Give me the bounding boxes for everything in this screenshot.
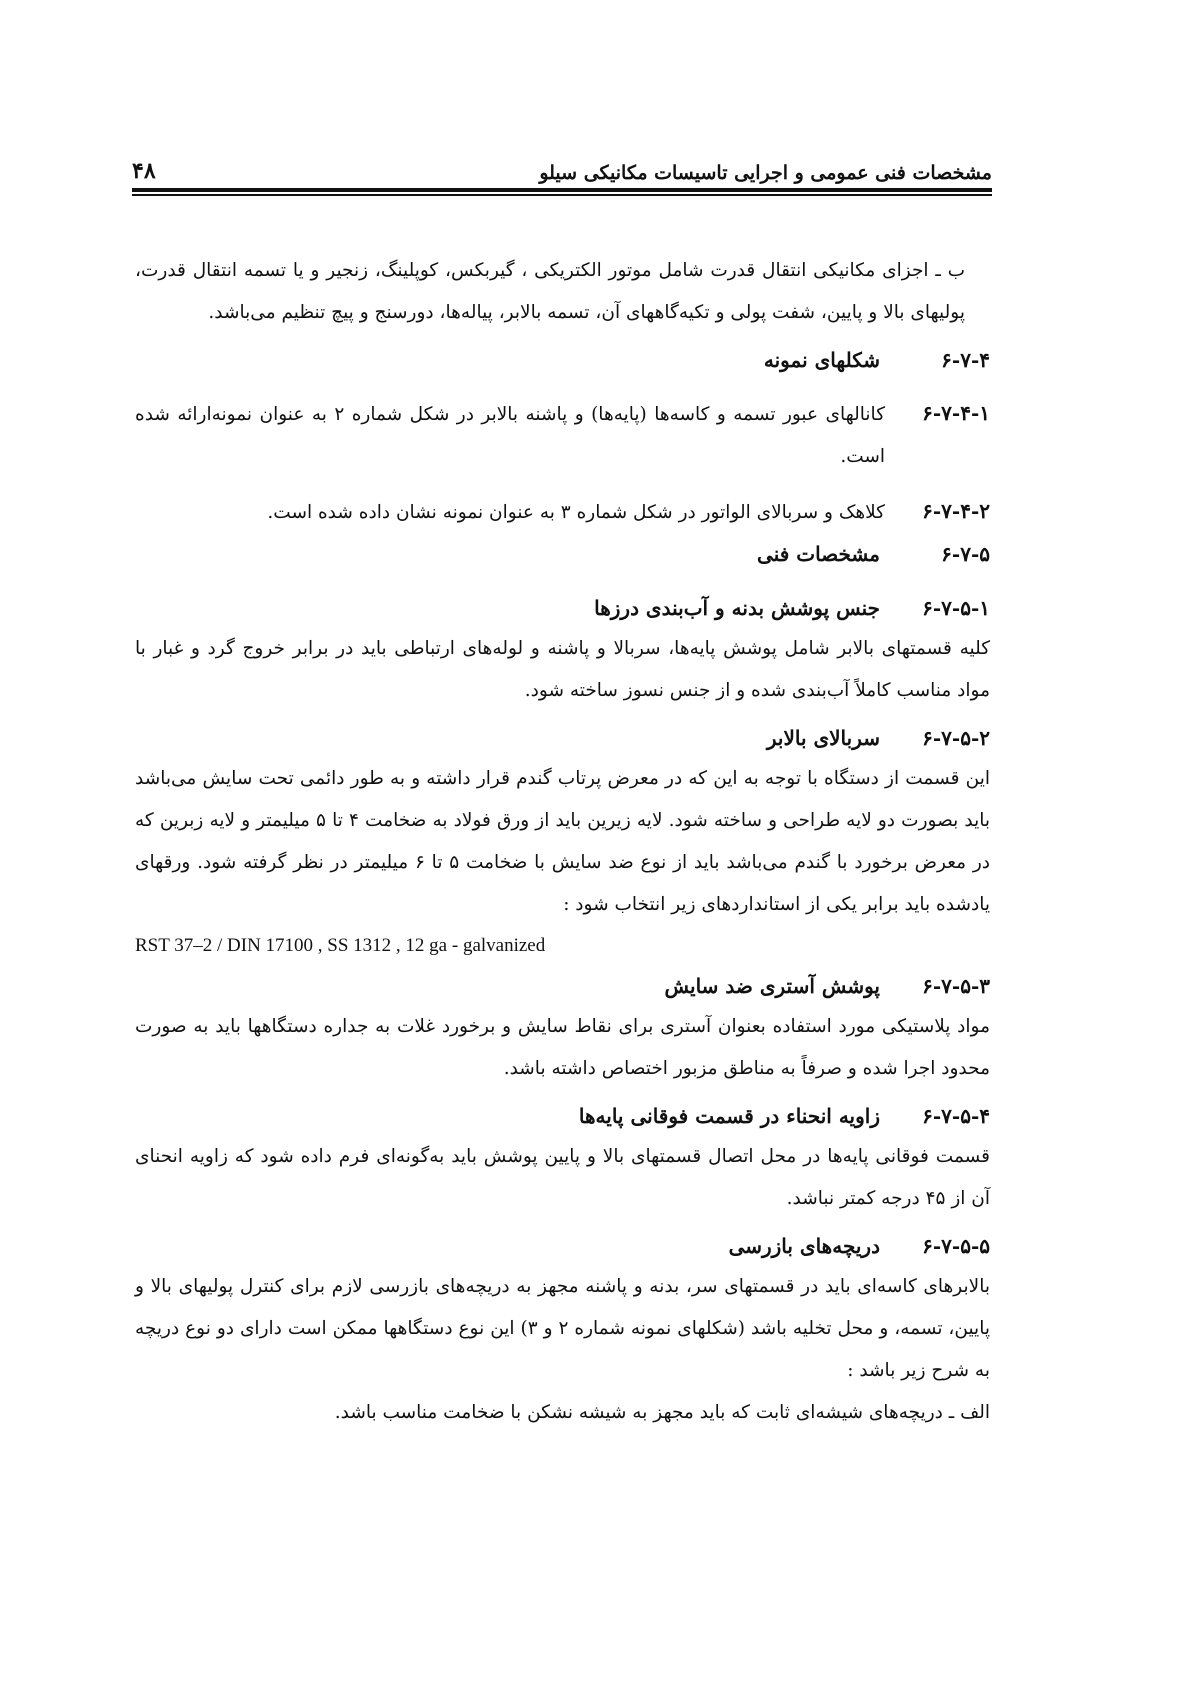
section-title: زاویه انحناء در قسمت فوقانی پایه‌ها	[578, 1104, 880, 1128]
page-header	[132, 148, 992, 196]
section-number: ۶-۷-۴-۱	[922, 401, 990, 425]
page-body	[135, 250, 990, 1434]
section-heading-6-7-4	[135, 340, 990, 380]
section-heading-6-7-5-3	[135, 966, 990, 1006]
section-number: ۶-۷-۵-۵	[922, 1234, 990, 1258]
section-number: ۶-۷-۵-۳	[922, 974, 990, 998]
running-title: مشخصات فنی عمومی و اجرایی تاسیسات مکانیکی سیلو	[539, 162, 992, 184]
section-title: جنس پوشش بدنه و آب‌بندی درزها	[594, 596, 880, 620]
section-title: دریچه‌های بازرسی	[728, 1234, 880, 1258]
section-title: پوشش آستری ضد سایش	[664, 974, 880, 998]
section-text: کانالهای عبور تسمه و کاسه‌ها (پایه‌ها) و پاشنه بالابر در شکل شماره ۲ به عنوان نمونه‌ارائه شده است.	[135, 404, 885, 467]
standards-list: RST 37–2 / DIN 17100 , SS 1312 , 12 ga - galvanized	[135, 935, 546, 956]
section-number: ۶-۷-۵	[941, 542, 990, 566]
section-number: ۶-۷-۵-۱	[922, 596, 990, 620]
section-number: ۶-۷-۵-۴	[922, 1104, 990, 1128]
header-rule-thin	[132, 194, 992, 196]
section-heading-6-7-5-1	[135, 588, 990, 628]
section-number: ۶-۷-۴-۲	[922, 499, 990, 523]
paragraph-item-b: ب ـ اجزای مکانیکی انتقال قدرت شامل موتور الکتریکی ، گیربکس، کوپلینگ، زنجیر و یا تسمه انتقال قدرت، پولیهای بالا و پایین، شفت پولی و تکیه‌گاههای آن، تسمه بالابر، پیاله‌ها، دورسنج و پیچ تنظیم می‌باشد.	[135, 260, 965, 323]
section-number: ۶-۷-۵-۲	[922, 726, 990, 750]
section-heading-6-7-5-5	[135, 1226, 990, 1266]
section-heading-6-7-5-2	[135, 718, 990, 758]
section-title: مشخصات فنی	[757, 542, 880, 566]
section-text: کلاهک و سربالای الواتور در شکل شماره ۳ به عنوان نمونه نشان داده شده است.	[267, 502, 885, 523]
section-text-6-7-5-2: این قسمت از دستگاه با توجه به این که در معرض پرتاب گندم قرار داشته و به طور دائمی تحت سایش می‌باشد باید بصورت دو لایه طراحی و ساخته شود. لایه زیرین باید از ورق فولاد به ضخامت ۴ تا ۵ میلیمتر و لایه زبرین که در معرض برخورد با گندم می‌باشد باید از نوع ضد سایش با ضخامت ۵ تا ۶ میلیمتر در نظر گرفته شود. ورقهای یادشده باید برابر یکی از استانداردهای زیر انتخاب شود :	[135, 768, 991, 915]
section-text-6-7-5-4: قسمت فوقانی پایه‌ها در محل اتصال قسمتهای بالا و پایین پوشش باید به‌گونه‌ای فرم داده شود که زاویه انحنای آن از ۴۵ درجه کمتر نباشد.	[135, 1146, 990, 1209]
section-text-6-7-5-1: کلیه قسمتهای بالابر شامل پوشش پایه‌ها، سربالا و پاشنه و لوله‌های ارتباطی باید در برابر خروج گرد و غبار با مواد مناسب کاملاً آب‌بندی شده و از جنس نسوز ساخته شود.	[135, 638, 990, 701]
section-heading-6-7-5	[135, 534, 990, 574]
header-rule-thick	[132, 188, 992, 192]
page-number: ۴۸	[132, 158, 156, 184]
paragraph-item-alef: الف ـ دریچه‌های شیشه‌ای ثابت که باید مجهز به شیشه نشکن با ضخامت مناسب باشد.	[334, 1402, 990, 1423]
section-text-6-7-5-5: بالابرهای کاسه‌ای باید در قسمتهای سر، بدنه و پاشنه مجهز به دریچه‌های بازرسی لازم برای کنترل پولیهای بالا و پایین، تسمه، و محل تخلیه باشد (شکلهای نمونه شماره ۲ و ۳) این نوع دستگاهها ممکن است دارای دو نوع دریچه به شرح زیر باشد :	[135, 1276, 990, 1381]
section-title: سربالای بالابر	[766, 726, 880, 750]
section-title: شکلهای نمونه	[763, 348, 880, 372]
section-number: ۶-۷-۴	[941, 348, 990, 372]
section-heading-6-7-5-4	[135, 1096, 990, 1136]
section-text-6-7-5-3: مواد پلاستیکی مورد استفاده بعنوان آستری برای نقاط سایش و برخورد غلات به جداره دستگاهها باید به صورت محدود اجرا شده و صرفاً به مناطق مزبور اختصاص داشته باشد.	[135, 1016, 990, 1079]
section-6-7-4-1	[135, 394, 990, 478]
section-6-7-4-2	[135, 492, 990, 534]
